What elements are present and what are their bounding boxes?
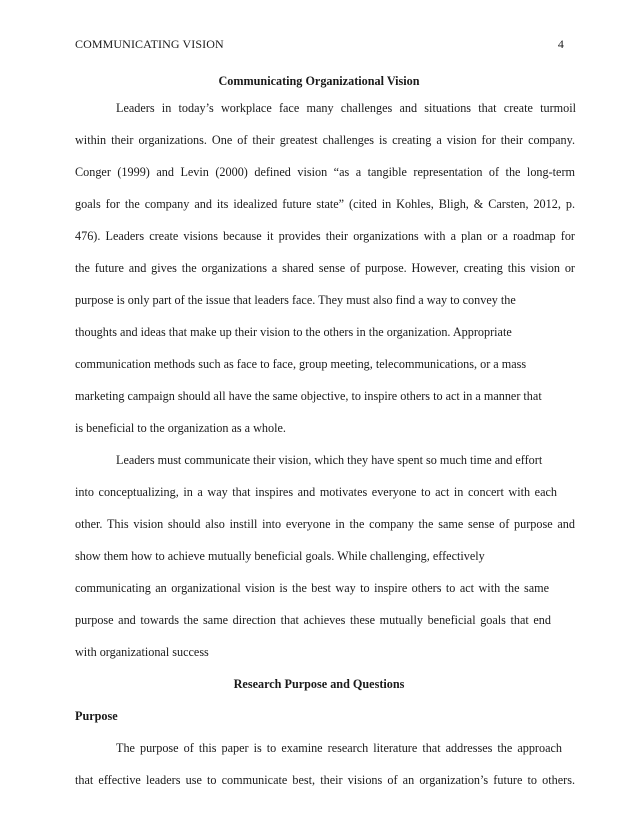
paragraph-line: marketing campaign should all have the same objective, to inspire others to act in a manner that [75,389,542,403]
paragraph-line: that effective leaders use to communicate best, their visions of an organization’s future to others. [75,773,575,787]
paragraph-line: Conger (1999) and Levin (2000) defined vision “as a tangible representation of the long-term [75,165,575,179]
paragraph-line: is beneficial to the organization as a whole. [75,421,286,435]
paragraph-line: communication methods such as face to face, group meeting, telecommunications, or a mass [75,357,527,371]
section-heading: Research Purpose and Questions [233,677,405,691]
paragraph-line: the future and gives the organizations a shared sense of purpose. However, creating this vision or [75,261,575,275]
paragraph-line: thoughts and ideas that make up their vision to the others in the organization. Appropriate [75,325,512,339]
paragraph-line: Leaders must communicate their vision, which they have spent so much time and effort [116,453,543,467]
paragraph-line: Leaders in today’s workplace face many challenges and situations that create turmoil [116,101,576,115]
page-number: 4 [557,37,564,51]
paragraph-line: communicating an organizational vision is the best way to inspire others to act with the same [75,581,549,595]
paragraph-line: within their organizations. One of their greatest challenges is creating a vision for their company. [75,133,575,147]
paragraph-line: other. This vision should also instill into everyone in the company the same sense of purpose and [75,517,575,531]
paragraph-line: purpose is only part of the issue that leaders face. They must also find a way to convey the [75,293,516,307]
subheading: Purpose [75,709,118,723]
paragraph-line: into conceptualizing, in a way that inspires and motivates everyone to act in concert with each [75,485,557,499]
paragraph-line: show them how to achieve mutually beneficial goals. While challenging, effectively [75,549,485,563]
document-title: Communicating Organizational Vision [218,74,420,88]
paragraph-line: 476). Leaders create visions because it provides their organizations with a plan or a roadmap for [75,229,575,243]
paragraph-line: with organizational success [75,645,209,659]
paragraph-line: purpose and towards the same direction that achieves these mutually beneficial goals that end [75,613,551,627]
running-head: COMMUNICATING VISION [75,37,224,51]
page-header [75,37,564,55]
paragraph-line: goals for the company and its idealized future state” (cited in Kohles, Bligh, & Carsten, 2012, p. [75,197,575,211]
paragraph-line: The purpose of this paper is to examine research literature that addresses the approach [116,741,562,755]
